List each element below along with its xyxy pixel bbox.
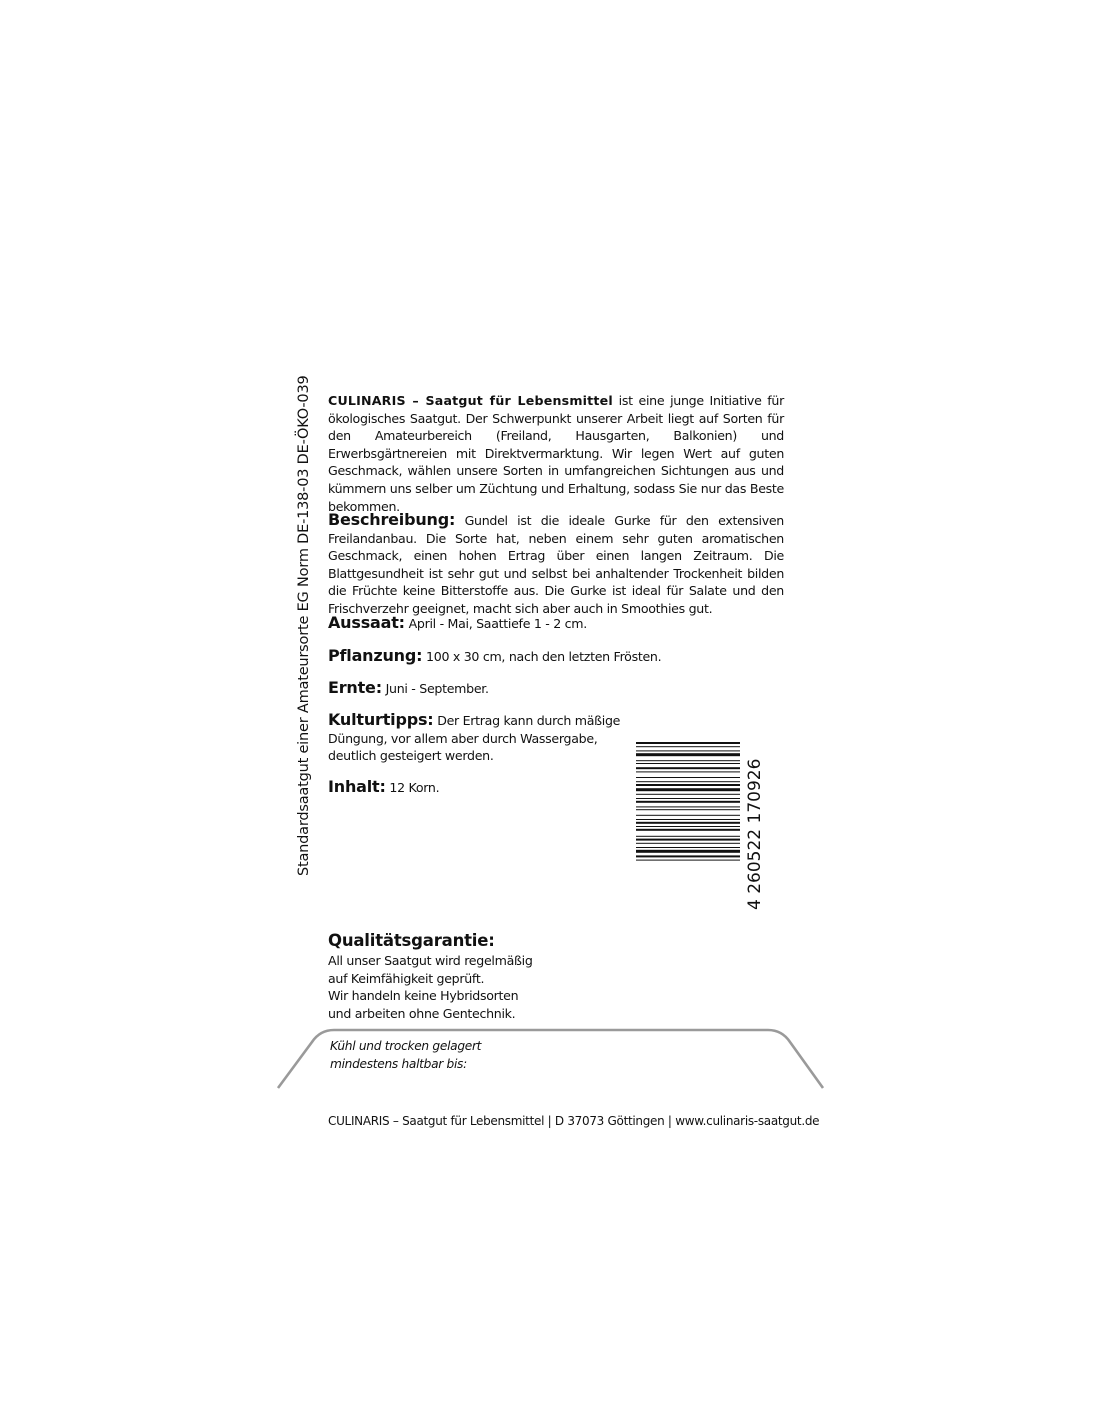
barcode-bar	[636, 771, 740, 772]
sowing-heading: Aussaat:	[328, 613, 405, 632]
footer-address: CULINARIS – Saatgut für Lebensmittel | D 37073 Göttingen | www.culinaris-saatgut.de	[328, 1114, 820, 1128]
barcode-bar	[636, 746, 740, 747]
barcode-bar	[636, 819, 740, 820]
barcode-bar	[636, 763, 740, 764]
quality-line: auf Keimfähigkeit geprüft.	[328, 970, 485, 986]
quality-heading: Qualitätsgarantie:	[328, 931, 495, 950]
storage-line-2: mindestens haltbar bis:	[330, 1056, 467, 1071]
barcode-bar	[636, 753, 740, 756]
cultivation-tips-text: Der Ertrag kann durch mäßige Düngung, vor allem aber durch Wassergabe, deutlich gesteigert werden.	[328, 713, 621, 764]
description-text: Gundel ist die ideale Gurke für den extensiven Freilandanbau. Die Sorte hat, neben einem sehr guten aromatischen Geschmack, einen hohen Ertrag über einen langen Zeitraum. Die Blattgesundheit ist sehr gut und selbst bei anhaltender Trockenheit bilden die Früchte keine Bitterstoffe aus. Die Gurke ist ideal für Salate und den Frischverzehr geeignet, macht sich aber auch in Smoothies gut.	[328, 513, 784, 616]
barcode-bar	[636, 847, 740, 848]
sowing-info	[328, 613, 587, 632]
planting-heading: Pflanzung:	[328, 646, 423, 665]
quality-line: und arbeiten ohne Gentechnik.	[328, 1005, 516, 1021]
brand-name: CULINARIS – Saatgut für Lebensmittel	[328, 393, 613, 408]
planting-text: 100 x 30 cm, nach den letzten Frösten.	[422, 649, 662, 664]
barcode-bar	[636, 806, 740, 807]
barcode-bar	[636, 750, 740, 751]
quality-line: Wir handeln keine Hybridsorten	[328, 988, 519, 1004]
description-heading: Beschreibung:	[328, 510, 456, 529]
certification-text: Standardsaatgut einer Amateursorte EG Norm DE-138-03 DE-ÖKO-039	[296, 375, 312, 876]
content-info	[328, 777, 439, 796]
content-heading: Inhalt:	[328, 777, 386, 796]
quality-guarantee	[328, 930, 533, 1022]
barcode-graphic	[636, 742, 766, 912]
barcode-bar	[636, 784, 740, 786]
intro-text: ist eine junge Initiative für ökologisches Saatgut. Der Schwerpunkt unserer Arbeit liegt auf Sorten für den Amateurbereich (Freiland, Hausgarten, Balkonien) und Erwerbsgärtnereien mit Direktvermarktung. Wir legen Wert auf guten Geschmack, wählen unsere Sorten in umfangreichen Sichtungen aus und kümmern uns selber um Züchtung und Erhaltung, sodass Sie nur das Beste bekommen.	[328, 393, 784, 514]
sowing-text: April - Mai, Saattiefe 1 - 2 cm.	[404, 616, 587, 631]
barcode-bar	[636, 788, 740, 791]
barcode-bar	[636, 836, 740, 837]
barcode-bar	[636, 794, 740, 795]
barcode-bar	[636, 860, 740, 861]
barcode-number: 4 260522 170926	[745, 758, 765, 910]
harvest-heading: Ernte:	[328, 678, 382, 697]
cultivation-tips-heading: Kulturtipps:	[328, 710, 434, 729]
barcode-bar	[636, 815, 740, 816]
barcode	[636, 742, 766, 916]
barcode-bar	[636, 742, 740, 744]
storage-line-1: Kühl und trocken gelagert	[330, 1039, 482, 1053]
intro-paragraph	[328, 392, 784, 515]
barcode-bar	[636, 809, 740, 810]
barcode-bar	[636, 839, 740, 841]
cultivation-tips	[328, 711, 628, 765]
storage-note	[330, 1038, 481, 1073]
planting-info	[328, 646, 661, 665]
barcode-bar	[636, 781, 740, 782]
harvest-text: Juni - September.	[381, 681, 489, 696]
harvest-info	[328, 678, 489, 697]
barcode-bar	[636, 798, 740, 799]
barcode-bar	[636, 850, 740, 853]
description-paragraph	[328, 511, 784, 618]
barcode-bar	[636, 822, 740, 824]
barcode-bar	[636, 777, 740, 778]
barcode-bar	[636, 855, 740, 857]
content-text: 12 Korn.	[385, 780, 440, 795]
barcode-bar	[636, 826, 740, 827]
barcode-bar	[636, 843, 740, 844]
barcode-bar	[636, 801, 740, 803]
barcode-bar	[636, 767, 740, 769]
quality-line: All unser Saatgut wird regelmäßig	[328, 953, 533, 968]
barcode-bar	[636, 829, 740, 831]
barcode-bar	[636, 760, 740, 761]
